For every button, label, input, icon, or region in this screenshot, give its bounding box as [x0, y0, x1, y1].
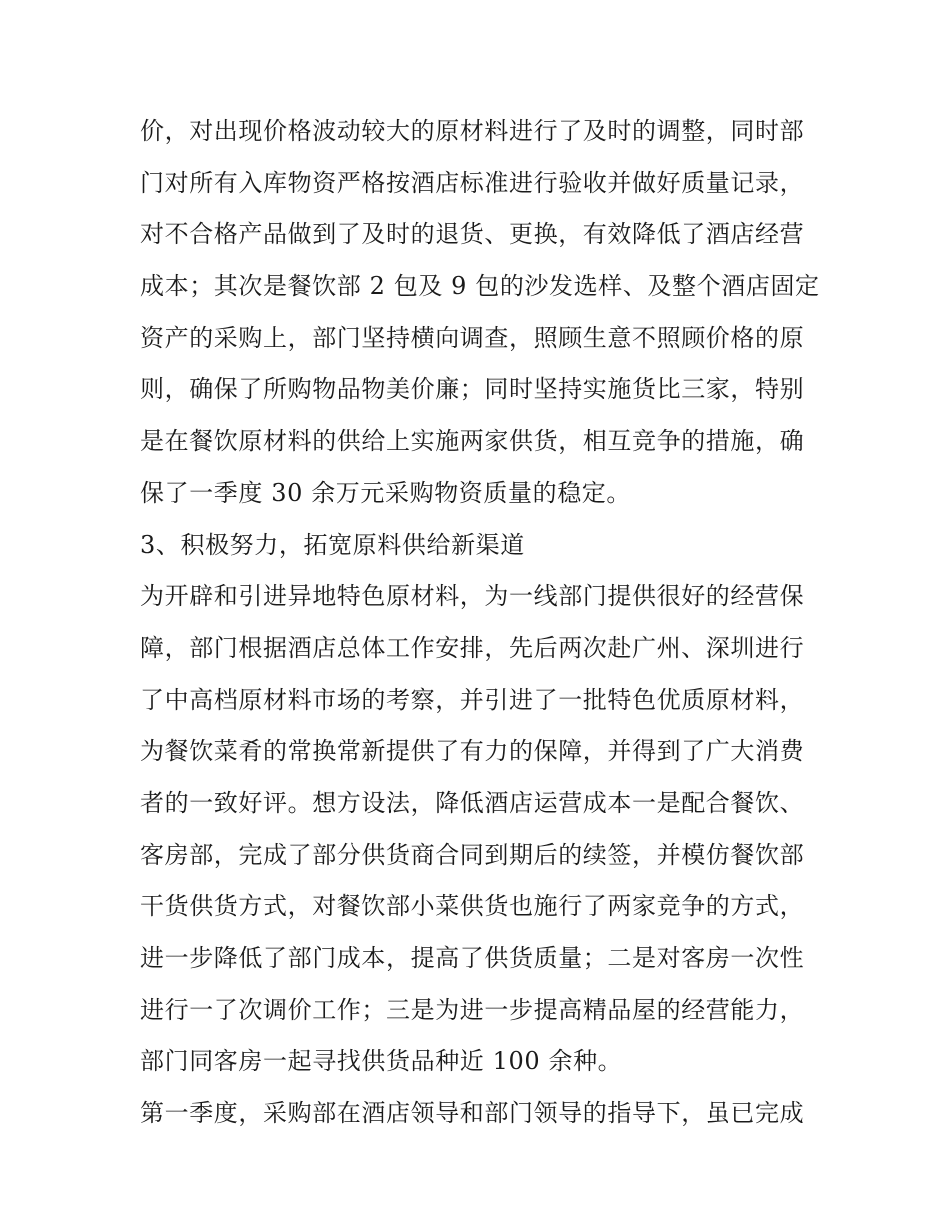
text-line: 则，确保了所购物品物美价廉；同时坚持实施货比三家，特别 — [140, 375, 805, 404]
text-line: 保了一季度 30 余万元采购物资质量的稳定。 — [140, 478, 631, 507]
text-line: 是在餐饮原材料的供给上实施两家供货，相互竞争的措施，确 — [140, 427, 805, 456]
text-line: 门对所有入库物资严格按酒店标准进行验收并做好质量记录， — [140, 168, 805, 197]
text-line: 者的一致好评。想方设法，降低酒店运营成本一是配合餐饮、 — [140, 788, 805, 817]
text-line: 客房部，完成了部分供货商合同到期后的续签，并模仿餐饮部 — [140, 840, 805, 869]
text-line: 进一步降低了部门成本，提高了供货质量；二是对客房一次性 — [140, 944, 805, 972]
text-line: 资产的采购上，部门坚持横向调查，照顾生意不照顾价格的原 — [140, 323, 805, 352]
text-line: 部门同客房一起寻找供货品种近 100 余种。 — [140, 1047, 623, 1076]
text-line: 了中高档原材料市场的考察，并引进了一批特色优质原材料， — [140, 685, 805, 714]
section-heading: 3、积极努力，拓宽原料供给新渠道 — [140, 530, 525, 559]
document-page — [140, 112, 820, 1146]
text-line: 为餐饮菜肴的常换常新提供了有力的保障，并得到了广大消费 — [140, 737, 805, 766]
text-line: 价，对出现价格波动较大的原材料进行了及时的调整，同时部 — [140, 117, 805, 145]
text-line: 干货供货方式，对餐饮部小菜供货也施行了两家竞争的方式， — [140, 892, 805, 921]
text-line: 对不合格产品做到了及时的退货、更换，有效降低了酒店经营 — [140, 220, 805, 249]
text-line: 进行一了次调价工作；三是为进一步提高精品屋的经营能力， — [140, 995, 805, 1024]
text-line: 障，部门根据酒店总体工作安排，先后两次赴广州、深圳进行 — [140, 633, 805, 662]
text-line: 成本；其次是餐饮部 2 包及 9 包的沙发选样、及整个酒店固定 — [140, 272, 820, 301]
text-line: 第一季度，采购部在酒店领导和部门领导的指导下，虽已完成 — [140, 1099, 805, 1128]
text-line: 为开辟和引进异地特色原材料，为一线部门提供很好的经营保 — [140, 582, 805, 611]
